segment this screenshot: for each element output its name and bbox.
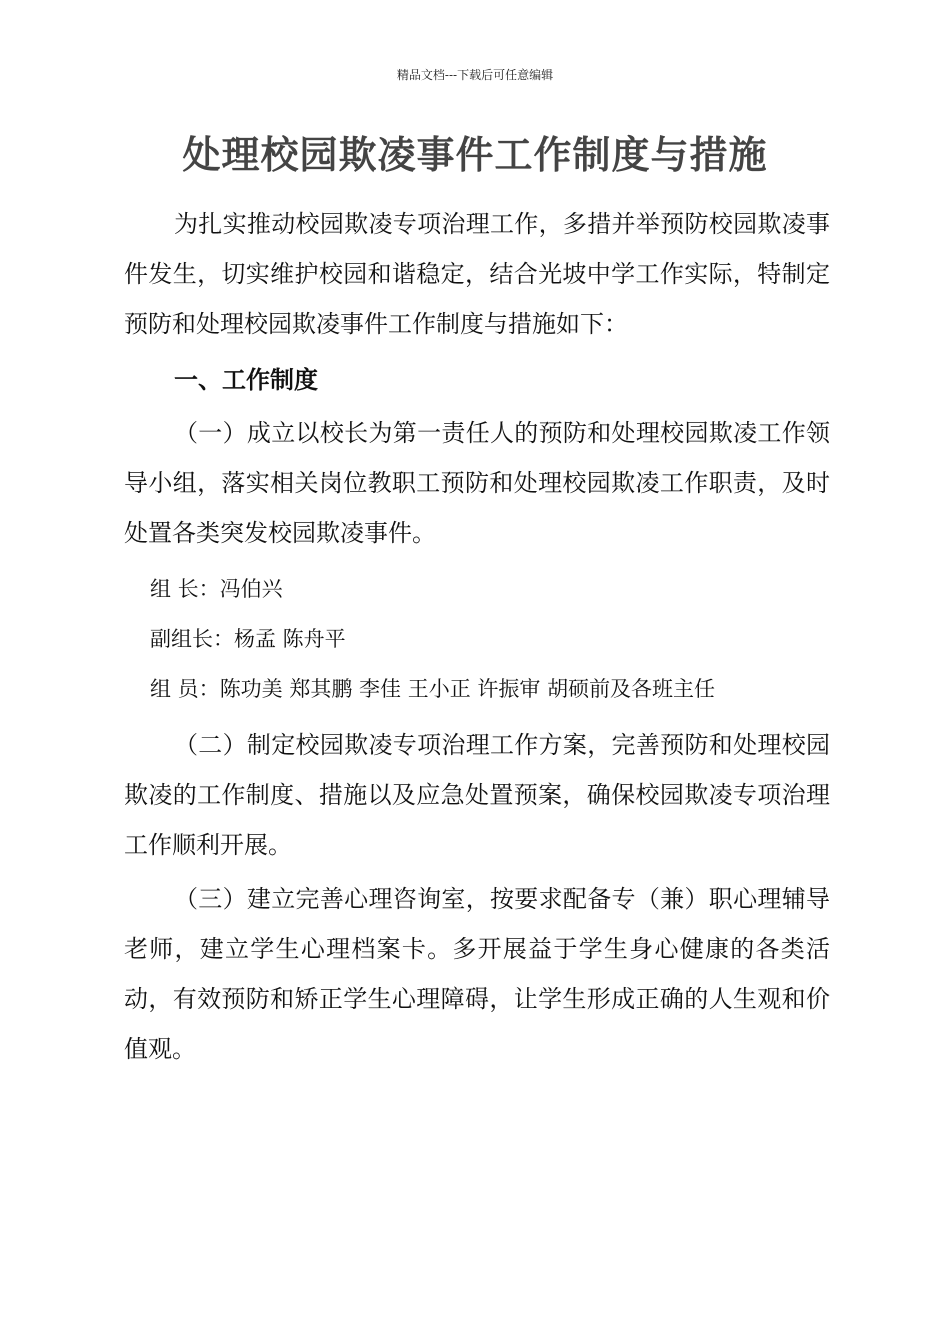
item-2-paragraph: （二）制定校园欺凌专项治理工作方案，完善预防和处理校园欺凌的工作制度、措施以及应急处置预案，确保校园欺凌专项治理工作顺利开展。	[124, 731, 830, 859]
page-title: 处理校园欺凌事件工作制度与措施	[182, 132, 768, 177]
intro-paragraph: 为扎实推动校园欺凌专项治理工作，多措并举预防校园欺凌事件发生，切实维护校园和谐稳定，结合光坡中学工作实际，特制定预防和处理校园欺凌事件工作制度与措施如下：	[124, 210, 830, 338]
deputy-line	[150, 626, 346, 652]
deputy-label: 副组长：	[150, 627, 234, 651]
leader-names: 冯伯兴	[219, 577, 283, 601]
deputy-names: 杨孟 陈舟平	[234, 627, 346, 651]
member-names: 陈功美 郑其鹏 李佳 王小正 许振审 胡硕前及各班主任	[219, 677, 716, 701]
item-3-paragraph: （三）建立完善心理咨询室，按要求配备专（兼）职心理辅导老师，建立学生心理档案卡。多开展益于学生身心健康的各类活动，有效预防和矫正学生心理障碍，让学生形成正确的人生观和价值观。	[124, 885, 830, 1063]
header-note: 精品文档---下载后可任意编辑	[396, 68, 554, 82]
leader-line	[150, 576, 283, 602]
section-heading-work-system: 一、工作制度	[174, 365, 318, 394]
item-1-paragraph: （一）成立以校长为第一责任人的预防和处理校园欺凌工作领导小组，落实相关岗位教职工预防和处理校园欺凌工作职责，及时处置各类突发校园欺凌事件。	[124, 419, 830, 547]
member-label: 组 员：	[150, 677, 220, 701]
leader-label: 组 长：	[150, 577, 220, 601]
member-line	[150, 676, 715, 702]
